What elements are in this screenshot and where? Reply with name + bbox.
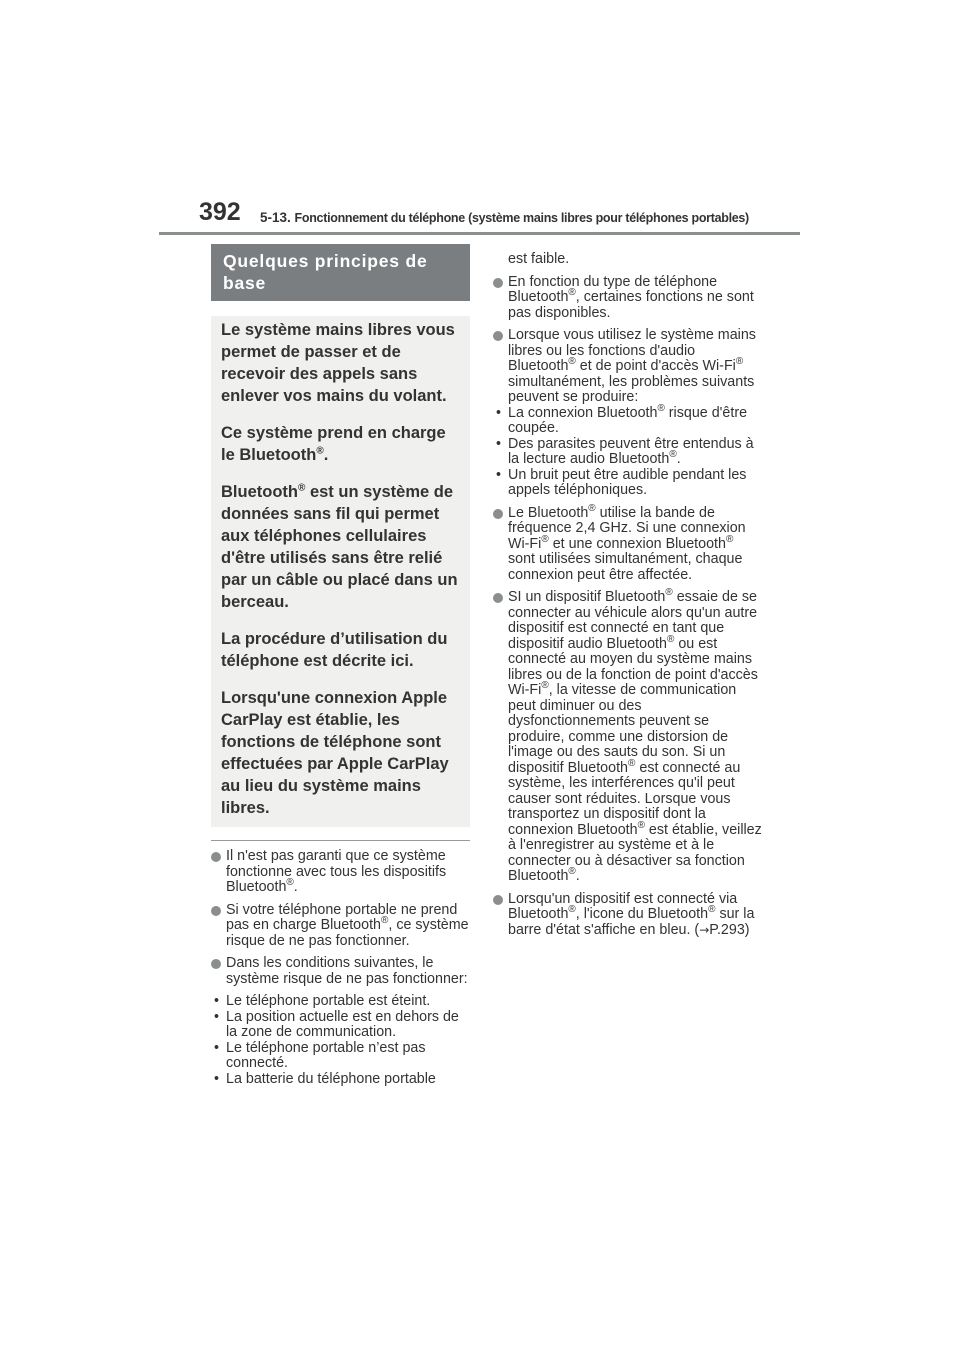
section-number: 5-13. — [260, 210, 291, 225]
note-item: Lorsqu'un dispositif est connecté via Bluetooth®, l'icone du Bluetooth® sur la barre d'état s'affiche en bleu. (→P.293) — [493, 892, 763, 939]
section-title-box: Quelques principes de base — [211, 244, 470, 301]
note-item: Dans les conditions suivantes, le système risque de ne pas fonctionner: — [211, 956, 471, 987]
note-item: SI un dispositif Bluetooth® essaie de se connecter au véhicule alors qu'un autre dispositif est connecté en tant que dispositif audio Bluetooth® ou est connecté au moyen du système mains libres ou de la fonction de point d'accès Wi-Fi®, la vitesse de communication peut diminuer ou des dysfonctionnements peuvent se produire, comme une distorsion de l'image ou des sauts du son. Si un dispositif Bluetooth® est connecté au système, les interférences qu'il peut causer sont réduites. Lorsque vous transportez un dispositif dont la connexion Bluetooth® est établie, veillez à l'enregistrer au système et à le connecter ou à désactiver sa fonction Bluetooth®. — [493, 590, 763, 885]
bullet-dot-icon — [211, 852, 221, 862]
left-column — [211, 244, 471, 1087]
note-item: Le Bluetooth® utilise la bande de fréquence 2,4 GHz. Si une connexion Wi-Fi® et une connexion Bluetooth® sont utilisées simultanément, chaque connexion peut être affectée. — [493, 506, 763, 584]
bullet-dot-icon — [211, 906, 221, 916]
note-item: Lorsque vous utilisez le système mains libres ou les fonctions d'audio Bluetooth® et de point d'accès Wi-Fi® simultanément, les problèmes suivants peuvent se produire: — [493, 328, 763, 406]
arrow-right-icon: → — [699, 922, 710, 937]
section-title: Fonctionnement du téléphone (système mains libres pour téléphones portables) — [294, 211, 749, 225]
intro-paragraph-1: Le système mains libres vous permet de passer et de recevoir des appels sans enlever vos mains du volant. — [221, 321, 455, 405]
page-reference-link[interactable]: P.293) — [709, 921, 750, 938]
intro-paragraph-4: La procédure d’utilisation du téléphone est décrite ici. — [221, 630, 448, 670]
list-item: • La position actuelle est en dehors de la zone de communication. — [214, 1008, 459, 1040]
continuation-text: est faible. — [508, 251, 570, 267]
list-item: • La batterie du téléphone portable — [214, 1070, 436, 1087]
intro-paragraph-3: Bluetooth® est un système de données sans fil qui permet aux téléphones cellulaires d'être utilisés sans être relié par un câble ou placé dans un berceau. — [221, 482, 458, 611]
intro-paragraph-2: Ce système prend en charge le Bluetooth®. — [221, 424, 446, 464]
page-number: 392 — [199, 198, 241, 226]
list-item: • Des parasites peuvent être entendus à la lecture audio Bluetooth®. — [496, 435, 754, 467]
intro-box — [211, 316, 470, 827]
note-item: Il n'est pas garanti que ce système fonctionne avec tous les dispositifs Bluetooth®. — [211, 849, 471, 896]
note-item: Si votre téléphone portable ne prend pas en charge Bluetooth®, ce système risque de ne pas fonctionner. — [211, 903, 471, 950]
intro-paragraph-5: Lorsqu'une connexion Apple CarPlay est établie, les fonctions de téléphone sont effectuées par Apple CarPlay au lieu du système mains libres. — [221, 689, 449, 817]
section-header — [260, 210, 749, 225]
list-item: • Le téléphone portable n’est pas connecté. — [214, 1039, 426, 1071]
list-item: • Le téléphone portable est éteint. — [214, 993, 431, 1009]
left-notes — [211, 849, 471, 1087]
right-column — [493, 252, 763, 945]
conditions-list — [211, 994, 471, 1087]
bullet-dot-icon — [493, 331, 503, 341]
note-item: En fonction du type de téléphone Bluetooth®, certaines fonctions ne sont pas disponibles. — [493, 275, 763, 322]
bullet-dot-icon — [493, 895, 503, 905]
notes-divider — [211, 840, 470, 841]
bullet-dot-icon — [493, 593, 503, 603]
bullet-dot-icon — [211, 959, 221, 969]
bullet-dot-icon — [493, 509, 503, 519]
list-item: • La connexion Bluetooth® risque d'être coupée. — [496, 402, 748, 436]
bullet-dot-icon — [493, 278, 503, 288]
problems-list — [493, 402, 763, 499]
header-rule — [159, 232, 800, 235]
list-item: • Un bruit peut être audible pendant les appels téléphoniques. — [496, 466, 747, 498]
